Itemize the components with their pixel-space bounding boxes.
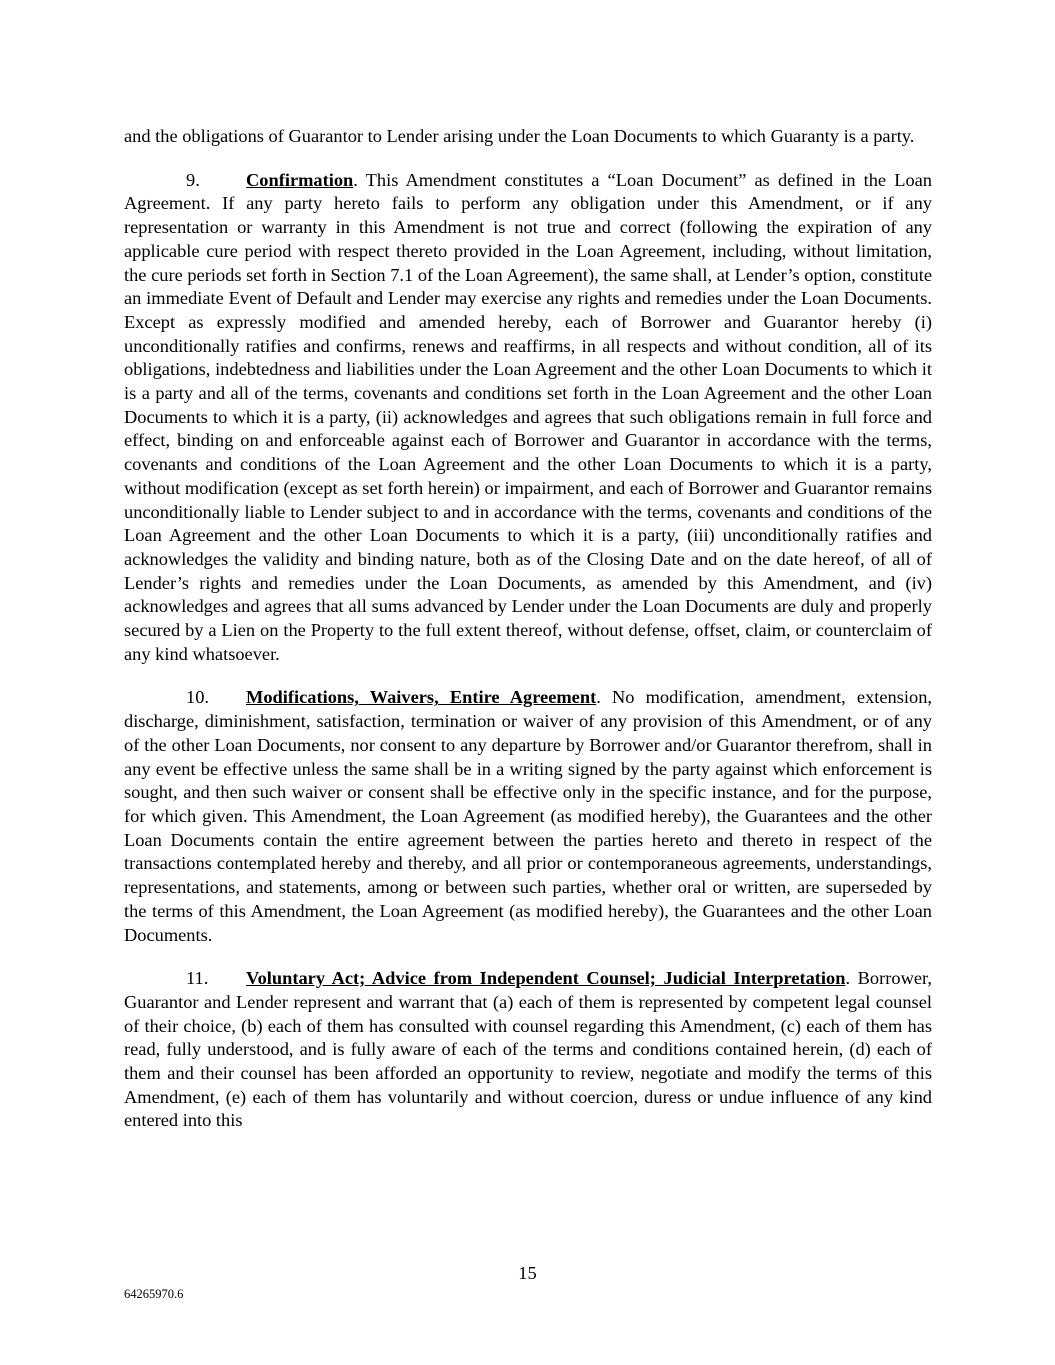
section-10-paragraph (124, 686, 932, 947)
document-id: 64265970.6 (124, 1287, 184, 1301)
page-number: 15 (518, 1263, 537, 1283)
section-10-number: 10. (186, 687, 209, 708)
section-9-heading: Confirmation (246, 169, 354, 190)
intro-paragraph: and the obligations of Guarantor to Lender arising under the Loan Documents to which Guaranty is a party. (124, 126, 915, 146)
section-11-paragraph (124, 967, 932, 1133)
section-10-heading: Modifications, Waivers, Entire Agreement (246, 687, 597, 708)
section-11-number: 11. (186, 968, 209, 989)
section-10-body: . No modification, amendment, extension, discharge, diminishment, satisfaction, termination or waiver of any provision of this Amendment, or of any of the other Loan Documents, nor consent to any departure by Borrower and/or Guarantor therefrom, shall in any event be effective unless the same shall be in a writing signed by the party against which enforcement is sought, and then such waiver or consent shall be effective only in the specific instance, and for the purpose, for which given. This Amendment, the Loan Agreement (as modified hereby), the Guarantees and the other Loan Documents contain the entire agreement between the parties hereto and thereto in respect of the transactions contemplated hereby and thereby, and all prior or contemporaneous agreements, understandings, representations, and statements, among or between such parties, whether oral or written, are superseded by the terms of this Amendment, the Loan Agreement (as modified hereby), the Guarantees and the other Loan Documents. (124, 687, 932, 945)
section-9-body: . This Amendment constitutes a “Loan Document” as defined in the Loan Agreement. If any party hereto fails to perform any obligation under this Amendment, or if any representation or warranty in this Amendment is not true and correct (following the expiration of any applicable cure period with respect thereto provided in the Loan Agreement, including, without limitation, the cure periods set forth in Section 7.1 of the Loan Agreement), the same shall, at Lender’s option, constitute an immediate Event of Default and Lender may exercise any rights and remedies under the Loan Documents. Except as expressly modified and amended hereby, each of Borrower and Guarantor hereby (i) unconditionally ratifies and confirms, renews and reaffirms, in all respects and without condition, all of its obligations, indebtedness and liabilities under the Loan Agreement and the other Loan Documents to which it is a party and all of the terms, covenants and conditions set forth in the Loan Agreement and the other Loan Documents to which it is a party, (ii) acknowledges and agrees that such obligations remain in full force and effect, binding on and enforceable against each of Borrower and Guarantor in accordance with the terms, covenants and conditions of the Loan Agreement and the other Loan Documents to which it is a party, without modification (except as set forth herein) or impairment, and each of Borrower and Guarantor remains unconditionally liable to Lender subject to and in accordance with the terms, covenants and conditions of the Loan Agreement and the other Loan Documents to which it is a party, (iii) unconditionally ratifies and acknowledges the validity and binding nature, both as of the Closing Date and on the date hereof, of all of Lender’s rights and remedies under the Loan Documents, as amended by this Amendment, and (iv) acknowledges and agrees that all sums advanced by Lender under the Loan Documents are duly and properly secured by a Lien on the Property to the full extent thereof, without defense, offset, claim, or counterclaim of any kind whatsoever. (124, 169, 932, 664)
section-11-body: . Borrower, Guarantor and Lender represent and warrant that (a) each of them is represented by competent legal counsel of their choice, (b) each of them has consulted with counsel regarding this Amendment, (c) each of them has read, fully understood, and is fully aware of each of the terms and conditions contained herein, (d) each of them and their counsel has been afforded an opportunity to review, negotiate and modify the terms of this Amendment, (e) each of them has voluntarily and without coercion, duress or undue influence of any kind entered into this (124, 968, 932, 1131)
section-9-paragraph (124, 169, 932, 667)
section-9-number: 9. (186, 169, 200, 190)
document-page (124, 125, 932, 1133)
section-11-heading: Voluntary Act; Advice from Independent Counsel; Judicial Interpretation (246, 968, 846, 989)
